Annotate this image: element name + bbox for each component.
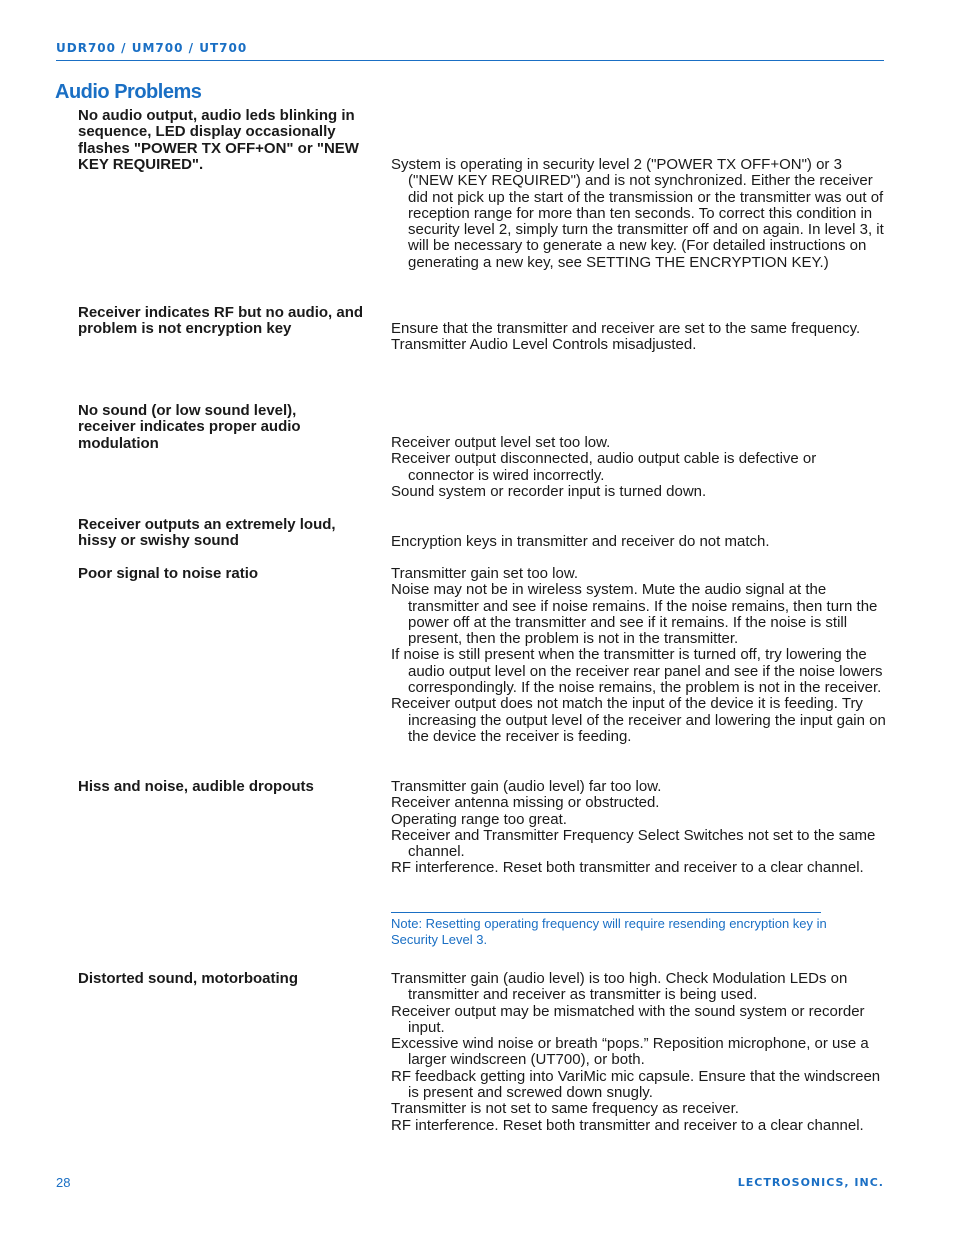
problem-distorted-sound: Distorted sound, motorboating [78, 970, 298, 987]
problem-poor-snr: Poor signal to noise ratio [78, 565, 259, 582]
solution-item: Receiver antenna missing or obstructed. [391, 794, 660, 812]
frequency-note: Note: Resetting operating frequency will require resending encryption key in Security Level 3. [391, 916, 827, 947]
solution-item: Encryption keys in transmitter and receiver do not match. [391, 533, 770, 550]
solution-item: Receiver and Transmitter Frequency Select Switches not set to the same channel. [391, 826, 876, 861]
problem-hiss-dropouts: Hiss and noise, audible dropouts [78, 778, 314, 795]
solution-item: RF interference. Reset both transmitter and receiver to a clear channel. [391, 1116, 864, 1134]
problem-no-audio-output: No audio output, audio leds blinking in sequence, LED display occasionally flashes "POWER TX OFF+ON" or "NEW KEY REQUIRED". [78, 107, 359, 174]
solution-item: Transmitter gain (audio level) is too high. Check Modulation LEDs on transmitter and receiver as transmitter is being used. [391, 970, 848, 1004]
solution-item: Operating range too great. [391, 810, 567, 828]
solution-item: Receiver output does not match the input of the device it is feeding. Try increasing the output level of the receiver and lowering the input gain on the device the receiver is feeding. [391, 695, 886, 745]
problem-no-sound: No sound (or low sound level), receiver indicates proper audio modulation [78, 402, 301, 452]
solution-distorted-sound [391, 971, 886, 1134]
section-title: Audio Problems [55, 81, 202, 103]
problem-rf-no-audio: Receiver indicates RF but no audio, and problem is not encryption key [78, 304, 364, 338]
solution-item: Receiver output may be mismatched with the sound system or recorder input. [391, 1002, 865, 1036]
solution-item: RF feedback getting into VariMic mic capsule. Ensure that the windscreen is present and screwed down snugly. [391, 1067, 881, 1102]
solution-no-sound [391, 435, 886, 500]
solution-hiss-dropouts [391, 779, 886, 877]
page-number: 28 [56, 1175, 71, 1190]
solution-item: Transmitter Audio Level Controls misadjusted. [391, 336, 697, 354]
footer-brand: LECTROSONICS, INC. [737, 1176, 884, 1189]
solution-item: If noise is still present when the transmitter is turned off, try lowering the audio output level on the receiver rear panel and see if the noise lowers correspondingly. If the noise remains, the problem is not in the receiver. [391, 646, 883, 697]
solution-item: Excessive wind noise or breath “pops.” Reposition microphone, or use a larger windscreen (UT700), or both. [391, 1035, 869, 1069]
solution-item: Noise may not be in wireless system. Mute the audio signal at the transmitter and see if noise remains. If the noise remains, then turn the power off at the transmitter and see if it remains. If the noise is still present, then the problem is not in the transmitter. [391, 581, 878, 648]
solution-item: Sound system or recorder input is turned down. [391, 482, 707, 500]
note-rule [391, 912, 821, 913]
solution-item: Receiver output disconnected, audio output cable is defective or connector is wired incorrectly. [391, 450, 817, 484]
solution-item: Transmitter is not set to same frequency as receiver. [391, 1100, 739, 1118]
solution-item: Transmitter gain set too low. [391, 565, 579, 582]
solution-no-audio-output [391, 157, 886, 271]
solution-item: Ensure that the transmitter and receiver are set to the same frequency. [391, 320, 861, 337]
header-rule [56, 60, 884, 61]
header-title: UDR700 / UM700 / UT700 [56, 41, 248, 55]
solution-item: RF interference. Reset both transmitter and receiver to a clear channel. [391, 859, 864, 877]
solution-item: System is operating in security level 2 ("POWER TX OFF+ON") or 3 ("NEW KEY REQUIRED") and is not synchronized. Either the receiver did not pick up the start of the transmission or the transmitter was out of reception range for more than ten seconds. To correct this condition in security level 2, simply turn the transmitter off and on again. In level 3, it will be necessary to generate a new key. (For detailed instructions on generating a new key, see SETTING THE ENCRYPTION KEY.) [391, 156, 884, 271]
solution-item: Receiver output level set too low. [391, 434, 611, 451]
problem-loud-hissy-sound: Receiver outputs an extremely loud, hissy or swishy sound [78, 516, 336, 550]
solution-rf-no-audio [391, 321, 886, 354]
solution-poor-snr [391, 566, 886, 745]
solution-loud-hissy-sound [391, 534, 886, 550]
solution-item: Transmitter gain (audio level) far too low. [391, 778, 662, 795]
